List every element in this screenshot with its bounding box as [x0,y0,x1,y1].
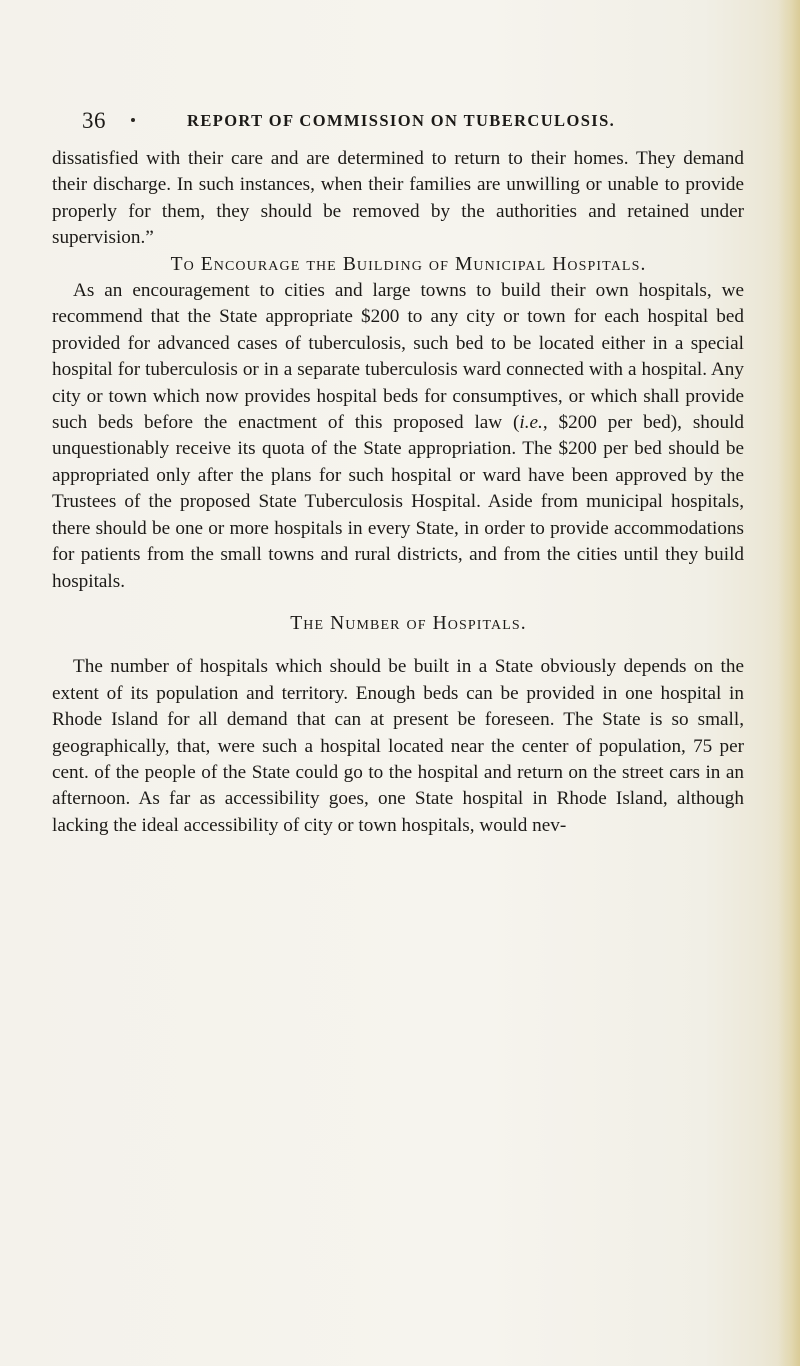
section-heading-municipal-hospitals: To Encourage the Building of Municipal Hospitals. [170,253,647,275]
paragraph-text: , $200 per bed), should unquestionably receive its quota of the State appropriation. The $200 per bed should be appropriated only after the plans for such hospital or ward have been approved by the Trustees of the proposed State Tuberculosis Hospital. Aside from municipal hospitals, there should be one or more hospitals in every State, in order to provide accommodations for patients from the small towns and rural districts, and from the cities until they build hospitals. [52,412,744,592]
body-text [52,146,744,839]
paragraph-continued: dissatisfied with their care and are determined to return to their homes. They demand their discharge. In such instances, when their families are unwilling or unable to provide properly for them, they should be removed by the authorities and retained under supervision.” [52,148,744,249]
page-edge-stain [778,0,800,1366]
paragraph-text: As an encouragement to cities and large towns to build their own hospitals, we recommend that the State appropriate $200 to any city or town for each hospital bed provided for advanced cases of tuberculosis, such bed to be located either in a special hospital for tuberculosis or in a separate tuberculosis ward connected with a hospital. Any city or town which now provides hospital beds for consumptives, or which shall provide such beds before the enactment of this proposed law ( [52,280,744,434]
page-number: 36 [82,108,106,133]
section-heading-number-of-hospitals: The Number of Hospitals. [290,612,527,634]
page-header [82,108,742,138]
running-head: REPORT OF COMMISSION ON TUBERCULOSIS. [187,111,616,130]
italic-abbreviation: i.e. [519,412,543,434]
paragraph-municipal-hospitals [52,278,744,595]
header-ornament-dot [131,118,135,122]
paragraph-number-of-hospitals: The number of hospitals which should be built in a State obviously depends on the extent of its population and territory. Enough beds can be provided in one hospital in Rhode Island for all demand that can at present be foreseen. The State is so small, geographically, that, were such a hospital located near the center of population, 75 per cent. of the people of the State could go to the hospital and return on the street cars in an afternoon. As far as accessibility goes, one State hospital in Rhode Island, although lacking the ideal accessibility of city or town hospitals, would nev- [52,656,744,836]
